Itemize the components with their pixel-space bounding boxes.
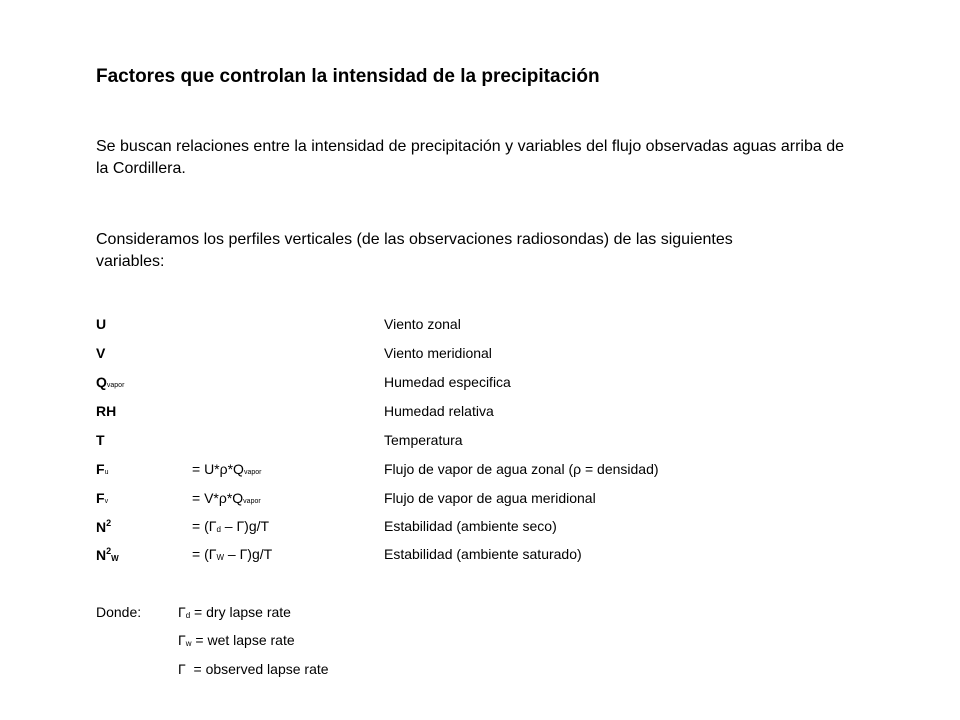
variable-symbol xyxy=(96,374,124,390)
variable-description: Humedad relativa xyxy=(384,403,494,419)
donde-label: Donde: xyxy=(96,604,142,620)
variable-description: Flujo de vapor de agua meridional xyxy=(384,490,596,506)
rho-symbol: ρ xyxy=(218,490,227,506)
variable-row-fv xyxy=(96,490,896,512)
donde-item xyxy=(178,661,329,677)
variable-symbol xyxy=(96,546,119,563)
symbol-subscript: W xyxy=(111,554,119,563)
donde-item xyxy=(178,632,295,648)
donde-text: = observed lapse rate xyxy=(185,661,329,677)
formula-part: = U* xyxy=(192,461,220,477)
variable-row-v xyxy=(96,345,896,367)
intro-paragraph: Se buscan relaciones entre la intensidad de precipitación y variables del flujo observadas aguas arriba de la Cordillera. xyxy=(96,138,845,177)
gamma-symbol: Γ xyxy=(178,604,186,620)
variable-symbol xyxy=(96,461,108,477)
variable-row-n2w xyxy=(96,546,896,568)
gamma-symbol: Γ xyxy=(178,661,186,677)
symbol-superscript: 2 xyxy=(106,518,112,528)
consider-paragraph: Consideramos los perfiles verticales (de las observaciones radiosondas) de las siguientes variables: xyxy=(96,231,733,270)
variable-symbol: V xyxy=(96,345,106,361)
symbol-subscript: v xyxy=(104,498,109,505)
donde-item xyxy=(178,604,291,620)
gamma-subscript: d xyxy=(185,611,191,620)
donde-text: = dry lapse rate xyxy=(190,604,291,620)
variable-symbol xyxy=(96,490,108,506)
symbol-subscript: vapor xyxy=(106,382,125,389)
donde-text: = wet lapse rate xyxy=(191,632,295,648)
variable-description: Temperatura xyxy=(384,432,463,448)
variable-formula xyxy=(192,490,261,506)
formula-part: = (Γ xyxy=(192,518,217,534)
variable-description: Viento meridional xyxy=(384,345,492,361)
formula-subscript: W xyxy=(216,553,225,562)
variable-row-fu xyxy=(96,461,896,483)
variable-symbol: T xyxy=(96,432,105,448)
variable-formula xyxy=(192,518,269,534)
symbol-subscript: u xyxy=(104,469,109,476)
formula-subscript: vapor xyxy=(243,498,261,505)
variable-description: Humedad especifica xyxy=(384,374,511,390)
formula-part: *Q xyxy=(227,461,244,477)
symbol-base: Q xyxy=(96,374,107,390)
formula-part: *Q xyxy=(226,490,244,506)
variable-formula xyxy=(192,461,261,477)
formula-part: = V* xyxy=(192,490,219,506)
variable-symbol: RH xyxy=(96,403,117,419)
symbol-base: F xyxy=(96,490,105,506)
gamma-subscript: w xyxy=(185,639,192,648)
variable-row-n2 xyxy=(96,518,896,540)
symbol-base: N xyxy=(96,547,107,563)
variable-symbol xyxy=(96,518,111,535)
variable-description: Estabilidad (ambiente seco) xyxy=(384,518,557,534)
formula-subscript: vapor xyxy=(243,469,262,476)
variable-row-u xyxy=(96,316,896,338)
variable-row-qvapor xyxy=(96,374,896,396)
symbol-base: N xyxy=(96,519,107,535)
symbol-superscript: 2 xyxy=(106,546,112,556)
variable-description: Flujo de vapor de agua zonal (ρ = densidad) xyxy=(384,461,659,477)
variable-row-rh xyxy=(96,403,896,425)
variable-row-t xyxy=(96,432,896,454)
formula-subscript: d xyxy=(216,525,221,534)
formula-part: = (Γ xyxy=(192,546,217,562)
variable-description: Estabilidad (ambiente saturado) xyxy=(384,546,582,562)
gamma-symbol: Γ xyxy=(178,632,186,648)
variable-description: Viento zonal xyxy=(384,316,461,332)
rho-symbol: ρ xyxy=(219,461,228,477)
formula-part: – Γ)g/T xyxy=(220,518,270,534)
symbol-base: F xyxy=(96,461,105,477)
formula-part: – Γ)g/T xyxy=(224,546,273,562)
variable-formula xyxy=(192,546,272,562)
variable-symbol: U xyxy=(96,316,107,332)
page-title: Factores que controlan la intensidad de la precipitación xyxy=(96,66,600,87)
